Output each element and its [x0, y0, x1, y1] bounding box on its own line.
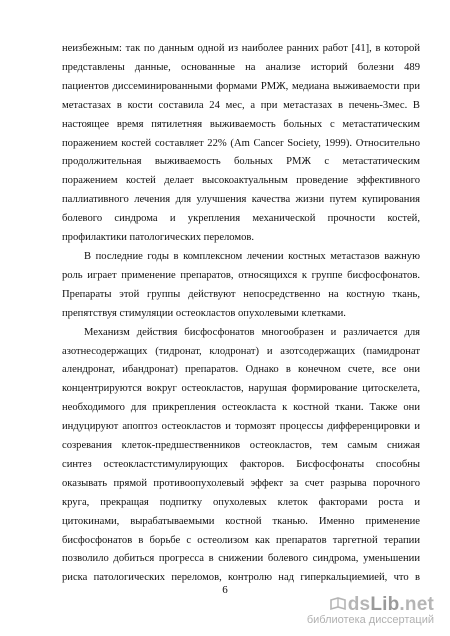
- text-line: паллиативного лечения для улучшения качества жизни путем купирования: [62, 194, 420, 206]
- watermark-brand-net: .net: [399, 594, 434, 615]
- text-line: продолжительная выживаемость больных РМЖ с метастатическим: [62, 156, 420, 168]
- text-line: поражением костей составляет 22% (Am Cancer Society, 1999). Относительно: [62, 137, 420, 149]
- paragraph-1: [62, 40, 420, 248]
- watermark-brand-lib: Lib: [370, 594, 400, 615]
- text-line: риска патологических переломов, контролю над гиперкальциемией, что в: [62, 572, 420, 584]
- watermark: [307, 594, 434, 626]
- text-line: метастазах в кости составила 24 мес, а при метастазах в печень-3мес. В: [62, 99, 420, 111]
- text-line: неизбежным: так по данным одной из наиболее ранних работ [41], в которой: [62, 43, 420, 54]
- text-line: Механизм действия бисфосфонатов многообразен и различается для: [84, 326, 420, 338]
- watermark-logo: [307, 594, 434, 616]
- text-line: индуцируют апоптоз остеокластов и тормозят процессы дифференцировки и: [62, 421, 420, 433]
- text-line: необходимого для прикрепления остеокласта к костной ткани. Также они: [62, 402, 420, 414]
- text-line: препятствуя стимуляции остеокластов опухолевыми клетками.: [62, 307, 346, 319]
- text-line: роль играет применение препаратов, относящихся к группе бисфосфонатов.: [62, 269, 420, 281]
- text-line: болевого синдрома и укрепления механической прочности костей,: [62, 213, 420, 225]
- text-line: поражением костей делает высокоактуальным проведение эффективного: [62, 175, 420, 187]
- paragraph-2: [62, 248, 420, 324]
- text-line: пациентов диссеминированными формами РМЖ, медиана выживаемости при: [62, 80, 420, 92]
- text-line: профилактики патологических переломов.: [62, 232, 255, 244]
- text-line: круга, прекращая подпитку опухолевых клеток факторами роста и: [62, 496, 420, 508]
- paragraph-3: [62, 324, 420, 589]
- text-line: В последние годы в комплексном лечении костных метастазов важную: [84, 250, 420, 262]
- text-line: бисфосфонатов в борьбе с остеолизом как препаратов таргетной терапии: [62, 534, 420, 546]
- text-line: представлены данные, основанные на анализе историй болезни 489: [62, 61, 420, 73]
- text-line: оказывать прямой противоопухолевый эффект за счет разрыва порочного: [62, 477, 420, 489]
- page-number: 6: [222, 584, 228, 596]
- text-line: настоящее время пятилетняя выживаемость больных с метастатическим: [62, 118, 420, 130]
- document-page: [62, 40, 420, 588]
- text-line: азотнесодержащих (тидронат, клодронат) и азотсодержащих (памидронат: [62, 345, 420, 357]
- watermark-subtitle: библиотека диссертаций: [306, 614, 434, 626]
- book-icon: [330, 597, 346, 611]
- text-line: Препараты этой группы действуют непосредственно на костную ткань,: [62, 288, 420, 300]
- text-line: цитокинами, вырабатываемыми костной тканью. Именно применение: [62, 515, 420, 527]
- text-line: алендронат, ибандронат) препаратов. Однако в конечном счете, все они: [62, 364, 420, 376]
- text-line: синтез остеокластстимулирующих факторов. Бисфосфонаты способны: [62, 458, 420, 470]
- text-line: позволило добиться прогресса в снижении болевого синдрома, уменьшении: [62, 553, 420, 565]
- text-line: созревания клеток-предшественников остеокластов, тем самым снижая: [62, 440, 420, 452]
- watermark-brand-ds: ds: [347, 594, 371, 615]
- text-line: концентрируются вокруг остеокластов, нарушая формирование цитоскелета,: [62, 383, 420, 395]
